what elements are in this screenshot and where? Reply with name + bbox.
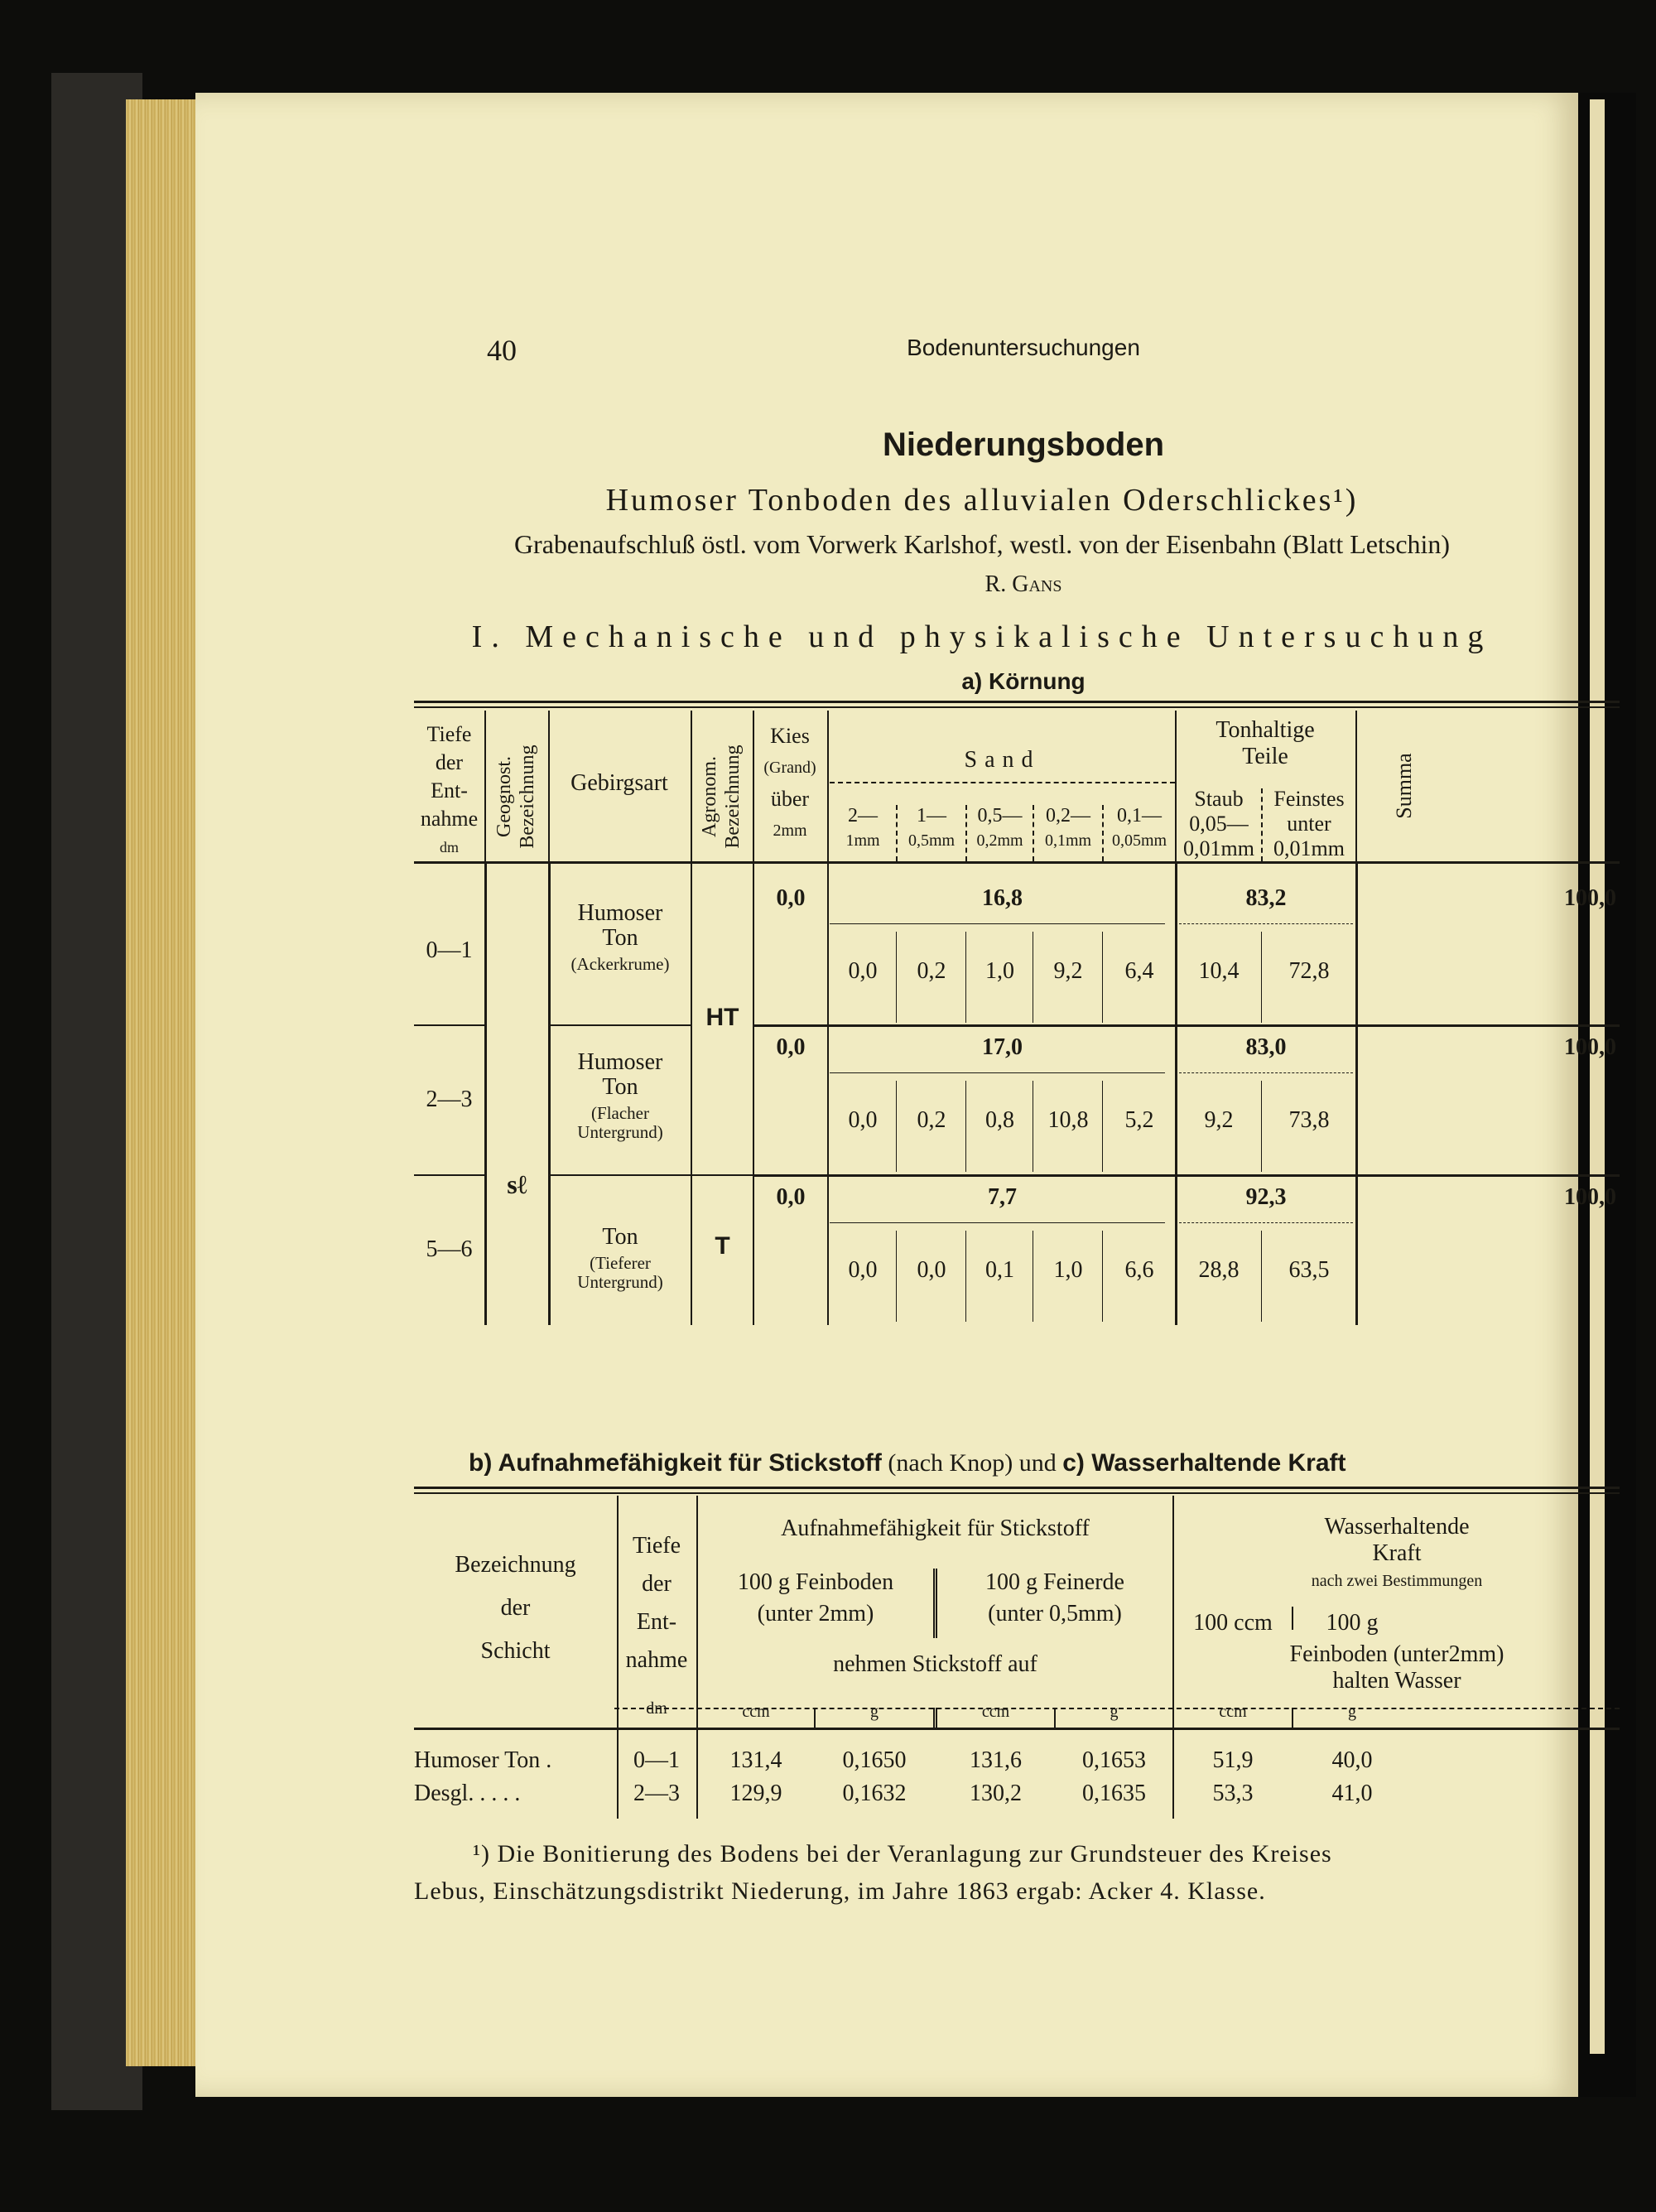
- row-sand-fraction: 10,8: [1047, 1107, 1089, 1133]
- geognost-value: sℓ: [507, 1169, 527, 1199]
- row-kies: 0,0: [776, 1034, 806, 1060]
- row-tiefe: 2—3: [633, 1781, 680, 1806]
- row-summa: 100,0: [1564, 1034, 1616, 1060]
- header-tonhaltige: Tonhaltige Teile: [1216, 717, 1315, 769]
- row-col-line: [1261, 1231, 1262, 1322]
- row-sand-fraction: 1,0: [1053, 1257, 1083, 1283]
- unit-label: g: [870, 1703, 879, 1721]
- row-rule: [548, 1174, 691, 1176]
- row-value: 130,2: [970, 1781, 1022, 1806]
- table-b-header-rule: [414, 1728, 1620, 1730]
- row-value: 40,0: [1331, 1747, 1373, 1773]
- row-value: 0,1635: [1082, 1781, 1146, 1806]
- row-value: 0,1632: [842, 1781, 907, 1806]
- header-bezeichnung: Bezeichnung der Schicht: [455, 1552, 576, 1664]
- row-sub-rule: [1179, 923, 1353, 924]
- col-line: [827, 863, 829, 1325]
- agronom-t: T: [715, 1232, 730, 1260]
- row-col-line: [1102, 932, 1103, 1023]
- row-gebirgsart-4: Untergrund): [577, 1122, 663, 1142]
- unit-label: ccm: [981, 1703, 1010, 1721]
- row-sand-fraction: 0,8: [985, 1107, 1014, 1133]
- col-line: [1355, 863, 1358, 1325]
- row-gebirgsart-3: (Ackerkrume): [570, 954, 670, 974]
- row-sand-fraction: 0,0: [848, 1257, 878, 1283]
- row-kies: 0,0: [776, 1184, 806, 1210]
- row-sub-rule: [830, 1072, 1165, 1073]
- row-sand-fraction: 6,4: [1124, 958, 1154, 984]
- row-staub: 28,8: [1198, 1257, 1240, 1283]
- header-geognost: Geognost. Bezeichnung: [493, 745, 538, 849]
- row-sand-fraction: 0,0: [917, 1257, 946, 1283]
- row-sand-fraction: 6,6: [1124, 1257, 1154, 1283]
- table-a-top-rule: [414, 701, 1620, 703]
- table-b-top-rule-2: [414, 1492, 1620, 1494]
- row-gebirgsart-3: (Tieferer: [590, 1253, 651, 1273]
- row-sand-fraction: 0,1: [985, 1257, 1014, 1283]
- table-a-top-rule-2: [414, 706, 1620, 708]
- table-a-header-rule: [414, 861, 1620, 864]
- col-line: [484, 863, 487, 1325]
- row-sand-total: 17,0: [982, 1034, 1023, 1060]
- row-sand-fraction: 9,2: [1053, 958, 1083, 984]
- row-kies: 0,0: [776, 885, 806, 911]
- row-sand-fraction: 1,0: [985, 958, 1014, 984]
- row-sub-rule: [830, 1222, 1165, 1223]
- row-value: 53,3: [1212, 1781, 1254, 1806]
- header-gebirgsart: Gebirgsart: [570, 770, 668, 796]
- row-rule: [753, 1174, 1620, 1177]
- running-head: Bodenuntersuchungen: [907, 335, 1140, 360]
- row-sub-rule: [1179, 1072, 1353, 1073]
- row-tiefe: 2—3: [426, 1087, 473, 1112]
- footnote-line-1: ¹) Die Bonitierung des Bodens bei der Veranlagung zur Grundsteuer des Kreises: [473, 1840, 1332, 1867]
- row-tiefe: 0—1: [633, 1747, 680, 1773]
- header-sand-fraction-2: 1— 0,5mm: [907, 805, 956, 850]
- row-gebirgsart-2: Ton: [602, 925, 638, 951]
- location-line: Grabenaufschluß östl. vom Vorwerk Karlshof, westl. von der Eisenbahn (Blatt Letschin): [513, 529, 1451, 559]
- row-gebirgsart: Humoser: [577, 900, 663, 926]
- row-value: 131,6: [970, 1747, 1022, 1773]
- header-sand: Sand: [964, 747, 1041, 773]
- row-sand-total: 16,8: [982, 885, 1023, 911]
- header-nehmen: nehmen Stickstoff auf: [833, 1651, 1037, 1677]
- row-col-line: [965, 1081, 966, 1172]
- row-sub-rule: [1179, 1222, 1353, 1223]
- header-sand-fraction-5: 0,1— 0,05mm: [1111, 805, 1167, 850]
- table-b-top-rule: [414, 1487, 1620, 1489]
- agronom-ht: HT: [705, 1004, 739, 1031]
- row-value: 0,1653: [1082, 1747, 1146, 1773]
- col-line: [753, 863, 754, 1325]
- row-tiefe: 5—6: [426, 1236, 473, 1262]
- row-sand-fraction: 0,2: [917, 958, 946, 984]
- row-feinstes: 72,8: [1288, 958, 1330, 984]
- subtitle: Humoser Tonboden des alluvialen Oderschlickes¹): [605, 483, 1359, 518]
- col-line: [484, 711, 486, 861]
- row-summa: 100,0: [1564, 885, 1616, 911]
- row-value: 0,1650: [842, 1747, 907, 1773]
- header-sand-fraction-4: 0,2— 0,1mm: [1044, 805, 1092, 850]
- header-100ccm: 100 ccm: [1193, 1610, 1273, 1636]
- header-100g: 100 g: [1326, 1610, 1379, 1636]
- header-nach: nach zwei Bestimmungen: [1311, 1572, 1483, 1590]
- header-tiefe-b: Tiefe der Ent- nahme: [625, 1533, 688, 1673]
- row-col-line: [1261, 1081, 1262, 1172]
- row-col-line: [896, 932, 897, 1023]
- row-col-line: [965, 932, 966, 1023]
- row-gebirgsart-2: Ton: [602, 1074, 638, 1100]
- header-sand-fraction-3: 0,5— 0,2mm: [976, 805, 1023, 850]
- header-feinboden: 100 g Feinboden (unter 2mm): [737, 1569, 894, 1626]
- row-rule: [691, 1174, 753, 1176]
- row-col-line: [896, 1231, 897, 1322]
- row-col-line: [1102, 1231, 1103, 1322]
- row-col-line: [965, 1231, 966, 1322]
- row-value: 131,4: [729, 1747, 782, 1773]
- page-edges: [126, 99, 197, 2066]
- row-gebirgsart-2: Ton: [602, 1224, 638, 1250]
- table-b-caption: b) Aufnahmefähigkeit für Stickstoff (nach Knop) und c) Wasserhaltende Kraft: [469, 1449, 1346, 1477]
- row-sand-fraction: 0,0: [848, 1107, 878, 1133]
- table-a-caption: a) Körnung: [961, 668, 1086, 694]
- header-feinstes: Feinstes unter 0,01mm: [1273, 787, 1345, 860]
- page-number: 40: [487, 334, 517, 367]
- sand-sub-rule: [830, 782, 1175, 783]
- unit-label: ccm: [1219, 1703, 1247, 1721]
- unit-label: g: [1110, 1703, 1119, 1721]
- header-wasser: Wasserhaltende Kraft: [1324, 1514, 1470, 1566]
- row-ton-total: 83,2: [1245, 885, 1287, 911]
- header-kies: Kies (Grand) über 2mm: [763, 724, 816, 840]
- row-bezeichnung: Desgl. . . . .: [414, 1781, 521, 1806]
- footnote-line-2: Lebus, Einschätzungsdistrikt Niederung, im Jahre 1863 ergab: Acker 4. Klasse.: [414, 1877, 1266, 1905]
- book-page: [195, 93, 1616, 2097]
- row-tiefe: 0—1: [426, 937, 473, 963]
- row-feinstes: 63,5: [1288, 1257, 1330, 1283]
- col-line: [691, 711, 692, 861]
- row-gebirgsart: Humoser: [577, 1049, 663, 1075]
- col-line: [1355, 711, 1357, 861]
- author: R. Gans: [984, 571, 1062, 597]
- header-tiefe: Tiefe der Ent- nahme dm: [420, 722, 479, 855]
- row-summa: 100,0: [1564, 1184, 1616, 1210]
- row-sand-fraction: 5,2: [1124, 1107, 1154, 1133]
- row-feinstes: 73,8: [1288, 1107, 1330, 1133]
- row-sand-fraction: 0,0: [848, 958, 878, 984]
- header-feinboden2: Feinboden (unter2mm) halten Wasser: [1289, 1641, 1504, 1694]
- row-col-line: [1102, 1081, 1103, 1172]
- row-value: 129,9: [729, 1781, 782, 1806]
- row-sand-total: 7,7: [988, 1184, 1017, 1210]
- row-col-line: [896, 1081, 897, 1172]
- row-bezeichnung: Humoser Ton .: [414, 1747, 552, 1773]
- row-rule: [753, 1024, 1620, 1027]
- row-sub-rule: [830, 923, 1165, 924]
- col-line: [827, 711, 829, 861]
- header-summa: Summa: [1392, 753, 1416, 819]
- row-value: 51,9: [1212, 1747, 1254, 1773]
- header-feinerde: 100 g Feinerde (unter 0,5mm): [985, 1569, 1124, 1626]
- section-title: Niederungsboden: [882, 426, 1165, 463]
- row-gebirgsart-3: (Flacher: [591, 1103, 649, 1123]
- part-title: I. Mechanische und physikalische Untersuchung: [471, 619, 1493, 654]
- row-ton-total: 92,3: [1245, 1184, 1287, 1210]
- row-col-line: [1261, 932, 1262, 1023]
- row-rule: [414, 1174, 484, 1176]
- header-agronom: Agronom. Bezeichnung: [699, 745, 744, 849]
- header-tiefe-unit: dm: [646, 1699, 667, 1718]
- row-rule: [548, 1024, 691, 1026]
- row-value: 41,0: [1331, 1781, 1373, 1806]
- row-staub: 10,4: [1198, 958, 1240, 984]
- unit-label: ccm: [742, 1703, 770, 1721]
- row-staub: 9,2: [1204, 1107, 1234, 1133]
- right-leaf: [1590, 99, 1605, 2054]
- col-line: [1175, 863, 1177, 1325]
- row-rule: [414, 1024, 484, 1026]
- header-sand-fraction-1: 2— 1mm: [845, 805, 880, 850]
- right-leaf-shadow: [1578, 93, 1636, 2097]
- row-sand-fraction: 0,2: [917, 1107, 946, 1133]
- row-ton-total: 83,0: [1245, 1034, 1287, 1060]
- unit-label: g: [1348, 1703, 1356, 1721]
- header-aufnahme: Aufnahmefähigkeit für Stickstoff: [781, 1516, 1090, 1541]
- row-gebirgsart-4: Untergrund): [577, 1272, 663, 1292]
- header-staub: Staub 0,05— 0,01mm: [1183, 787, 1254, 860]
